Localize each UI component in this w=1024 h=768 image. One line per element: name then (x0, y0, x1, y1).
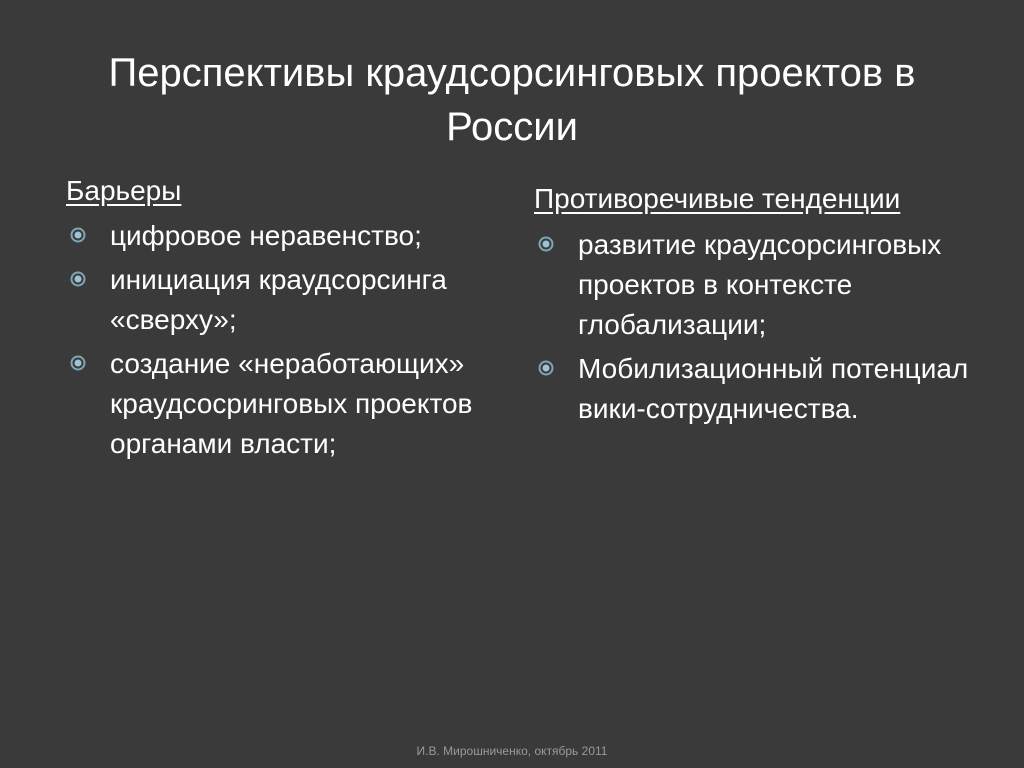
list-item-text: создание «неработающих» краудсосринговых проектов органами власти; (110, 348, 473, 459)
barriers-list (66, 216, 506, 464)
list-item-text: цифровое неравенство; (110, 220, 422, 251)
tendencies-column (534, 180, 974, 433)
circle-bullet-icon (70, 271, 86, 287)
barriers-heading: Барьеры (66, 175, 182, 206)
list-item (534, 349, 974, 429)
title-line-2: России (446, 105, 578, 149)
list-item-text: Мобилизационный потенциал вики-сотрудничества. (578, 353, 969, 424)
footer-credit: И.В. Мирошниченко, октябрь 2011 (416, 744, 608, 758)
list-item (534, 225, 974, 345)
tendencies-heading: Противоречивые тенденции (534, 183, 901, 214)
slide-title (40, 46, 984, 154)
tendencies-list (534, 225, 974, 429)
circle-bullet-icon (70, 355, 86, 371)
list-item-text: инициация краудсорсинга «сверху»; (110, 264, 447, 335)
barriers-column (66, 174, 506, 468)
circle-bullet-icon (70, 227, 86, 243)
list-item (66, 216, 506, 256)
circle-bullet-icon (538, 236, 554, 252)
list-item (66, 260, 506, 340)
list-item-text: развитие краудсорсинговых проектов в контексте глобализации; (578, 229, 942, 340)
list-item (66, 344, 506, 464)
circle-bullet-icon (538, 360, 554, 376)
title-line-1: Перспективы краудсорсинговых проектов в (108, 51, 916, 95)
